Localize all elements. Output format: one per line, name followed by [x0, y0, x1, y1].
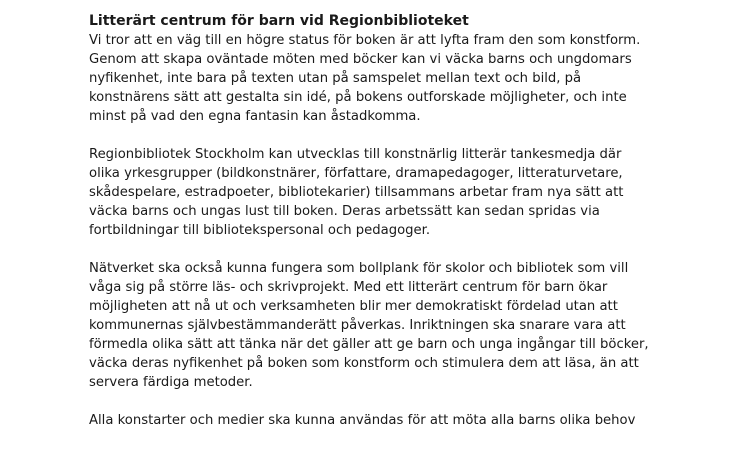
paragraph-line: Vi tror att en väg till en högre status för boken är att lyfta fram den som konstform.	[89, 33, 641, 48]
paragraph-line: förmedla olika sätt att tänka när det gäller att ge barn och unga ingångar till böcker,	[89, 337, 649, 352]
paragraph-line: skådespelare, estradpoeter, bibliotekarier) tillsammans arbetar fram nya sätt att	[89, 185, 624, 200]
section-heading: Litterärt centrum för barn vid Regionbiblioteket	[89, 13, 469, 29]
paragraph-line: väcka deras nyfikenhet på boken som konstform och stimulera dem att läsa, än att	[89, 356, 639, 371]
paragraph-line: Nätverket ska också kunna fungera som bollplank för skolor och bibliotek som vill	[89, 261, 629, 276]
paragraph-line: möjligheten att nå ut och verksamheten blir mer demokratiskt fördelad utan att	[89, 299, 618, 314]
paragraph-line: fortbildningar till bibliotekspersonal och pedagoger.	[89, 223, 431, 238]
paragraph-line: minst på vad den egna fantasin kan åstadkomma.	[89, 109, 421, 124]
paragraph-line: våga sig på större läs- och skrivprojekt. Med ett litterärt centrum för barn ökar	[89, 280, 608, 295]
paragraph-line: servera färdiga metoder.	[89, 375, 253, 390]
paragraph-4	[89, 411, 739, 430]
paragraph-line: nyfikenhet, inte bara på texten utan på samspelet mellan text och bild, på	[89, 71, 582, 86]
paragraph-line: olika yrkesgrupper (bildkonstnärer, författare, dramapedagoger, litteraturvetare,	[89, 166, 623, 181]
paragraph-line: Alla konstarter och medier ska kunna användas för att möta alla barns olika behov	[89, 413, 636, 428]
paragraph-line: Genom att skapa oväntade möten med böcker kan vi väcka barns och ungdomars	[89, 52, 632, 67]
paragraph-1	[89, 31, 739, 126]
paragraph-line: väcka barns och ungas lust till boken. Deras arbetssätt kan sedan spridas via	[89, 204, 600, 219]
paragraph-3	[89, 259, 739, 392]
paragraph-2	[89, 145, 739, 240]
paragraph-line: kommunernas självbestämmanderätt påverkas. Inriktningen ska snarare vara att	[89, 318, 626, 333]
document-body	[89, 12, 739, 449]
paragraph-line: konstnärens sätt att gestalta sin idé, på bokens outforskade möjligheter, och inte	[89, 90, 627, 105]
paragraph-line: Regionbibliotek Stockholm kan utvecklas till konstnärlig litterär tankesmedja där	[89, 147, 622, 162]
